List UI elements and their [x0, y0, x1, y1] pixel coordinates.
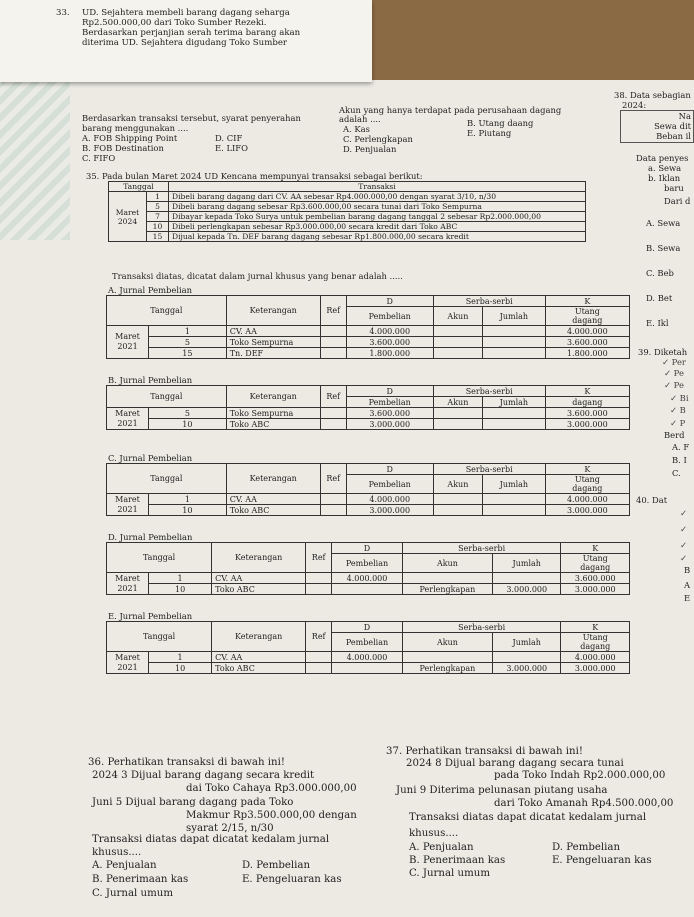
h-desc: Keterangan	[212, 622, 306, 652]
desc: Tn. DEF	[226, 348, 320, 359]
q36-option-c[interactable]: C. Jurnal umum	[92, 888, 173, 899]
h-date: Tanggal	[107, 296, 227, 326]
h-purch: Pembelian	[346, 307, 433, 326]
ref	[306, 584, 332, 595]
h-k: K	[545, 296, 629, 307]
row-day: 1	[147, 192, 169, 202]
akun	[433, 505, 482, 516]
jumlah-value: 3.000.000	[493, 584, 561, 595]
q38-baru: baru	[664, 183, 684, 193]
month-cell: Maret 2021	[107, 408, 149, 430]
q36-line-3: Juni 5 Dijual barang dagang pada Toko	[92, 797, 294, 808]
h-utang: dagang	[545, 397, 629, 408]
q38-row-sewa: Sewa dit	[654, 121, 691, 131]
q34-line-2: adalah ....	[339, 114, 381, 124]
top-line-3: Berdasarkan perjanjian serah terima barang akan	[82, 28, 301, 38]
journal-c-label[interactable]: C. Jurnal Pembelian	[108, 453, 193, 463]
ref	[320, 337, 346, 348]
utang-value: 4.000.000	[561, 652, 630, 663]
purch-value: 3.600.000	[346, 337, 433, 348]
journal-a-table	[106, 295, 630, 359]
month-year-cell	[109, 192, 147, 242]
q38-option-d[interactable]: D. Bet	[646, 293, 673, 303]
q34-option-e[interactable]: E. Piutang	[467, 128, 512, 138]
q39-berd: Berd	[664, 430, 685, 440]
q40-option-e[interactable]: E	[684, 593, 691, 603]
jumlah	[483, 326, 546, 337]
q33-option-b[interactable]: B. FOB Destination	[82, 143, 164, 153]
h-akun: Akun	[433, 307, 482, 326]
akun	[433, 326, 482, 337]
day: 15	[149, 348, 227, 359]
utang-value: 3.000.000	[545, 419, 629, 430]
day: 5	[149, 337, 227, 348]
q36-option-e[interactable]: E. Pengeluaran kas	[242, 874, 342, 885]
h-desc: Keterangan	[226, 386, 320, 408]
h-akun: Akun	[402, 633, 492, 652]
h-serba: Serba-serbi	[433, 386, 545, 397]
q33-line-1: Berdasarkan transaksi tersebut, syarat penyerahan	[82, 113, 301, 123]
q33-line-2: barang menggunakan ....	[82, 123, 189, 133]
row-text: Dibeli perlengkapan sebesar Rp3.000.000,00 secara kredit dari Toko ABC	[169, 222, 586, 232]
desc: Toko ABC	[226, 419, 320, 430]
q38-option-b[interactable]: B. Sewa	[646, 243, 681, 253]
h-desc: Keterangan	[226, 296, 320, 326]
q39-check-1: ✓ Per	[662, 357, 686, 367]
h-purch: Pembelian	[332, 633, 403, 652]
previous-page-sheet	[0, 0, 372, 82]
utang-value: 4.000.000	[545, 494, 629, 505]
q39-option-b[interactable]: B. I	[672, 455, 687, 465]
journal-b-table	[106, 385, 630, 430]
top-line-1: UD. Sejahtera membeli barang dagang seharga	[82, 8, 290, 18]
q39-title: 39. Diketah	[638, 347, 688, 357]
journal-e-label[interactable]: E. Jurnal Pembelian	[108, 611, 193, 621]
purch-value: 3.600.000	[346, 408, 433, 419]
jumlah-value: 3.000.000	[493, 663, 561, 674]
top-line-2: Rp2.500.000,00 dari Toko Sumber Rezeki.	[82, 18, 267, 28]
q40-title: 40. Dat	[636, 495, 668, 505]
ref	[320, 408, 346, 419]
journal-d-table	[106, 542, 630, 595]
utang-value: 3.000.000	[545, 505, 629, 516]
row-day: 10	[147, 222, 169, 232]
q39-check-4: ✓ Bi	[670, 393, 689, 403]
q33-option-d[interactable]: D. CIF	[215, 133, 243, 143]
purch-value	[332, 663, 403, 674]
purch-value: 4.000.000	[346, 326, 433, 337]
row-day: 15	[147, 232, 169, 242]
h-ref: Ref	[320, 296, 346, 326]
h-date: Tanggal	[107, 464, 227, 494]
h-k: K	[545, 464, 629, 475]
akun	[433, 494, 482, 505]
purch-value: 4.000.000	[332, 573, 403, 584]
q34-line-1: Akun yang hanya terdapat pada perusahaan dagang	[339, 105, 562, 115]
q38-col-na: Na	[678, 111, 691, 121]
h-k: K	[561, 543, 630, 554]
q38-year: 2024:	[622, 100, 647, 110]
q37-option-e[interactable]: E. Pengeluaran kas	[552, 855, 652, 866]
jumlah	[483, 337, 546, 348]
h-utang: Utang dagang	[561, 554, 630, 573]
h-jumlah: Jumlah	[483, 397, 546, 408]
h-akun: Akun	[433, 475, 482, 494]
jumlah	[483, 505, 546, 516]
jumlah	[493, 652, 561, 663]
q33-option-e[interactable]: E. LIFO	[215, 143, 248, 153]
h-serba: Serba-serbi	[402, 622, 561, 633]
col-transaction: Transaksi	[169, 182, 586, 192]
q38-data: Data penyes	[636, 153, 689, 163]
utang-value: 1.800.000	[545, 348, 629, 359]
journal-a-label[interactable]: A. Jurnal Pembelian	[108, 285, 193, 295]
q37-option-d[interactable]: D. Pembelian	[552, 842, 621, 853]
q36-line-6: Transaksi diatas dapat dicatat kedalam jurnal	[92, 834, 330, 845]
desc: CV. AA	[212, 573, 306, 584]
row-text: Dibayar kepada Toko Surya untuk pembelian barang dagang tanggal 2 sebesar Rp2.000.000,00	[169, 212, 586, 222]
desc: CV. AA	[212, 652, 306, 663]
h-jumlah: Jumlah	[493, 554, 561, 573]
q37-option-c[interactable]: C. Jurnal umum	[409, 868, 490, 879]
q39-check-3: ✓ Pe	[664, 380, 684, 390]
q36-line-2: dai Toko Cahaya Rp3.000.000,00	[186, 783, 357, 794]
utang-value: 3.600.000	[545, 408, 629, 419]
q35-transaction-table	[108, 181, 586, 242]
q40-option-a[interactable]: A	[684, 580, 691, 590]
h-jumlah: Jumlah	[493, 633, 561, 652]
q36-option-a[interactable]: A. Penjualan	[92, 860, 157, 871]
q33-option-c[interactable]: C. FIFO	[82, 153, 116, 163]
q38-option-e[interactable]: E. Ikl	[646, 318, 669, 328]
purch-value: 4.000.000	[332, 652, 403, 663]
question-number: 33.	[56, 8, 70, 18]
h-k: K	[561, 622, 630, 633]
q36-option-d[interactable]: D. Pembelian	[242, 860, 311, 871]
h-date: Tanggal	[107, 543, 212, 573]
q37-option-b[interactable]: B. Penerimaan kas	[409, 855, 506, 866]
day: 1	[149, 326, 227, 337]
q37-line-5: Transaksi diatas dapat dicatat kedalam jurnal	[409, 812, 647, 823]
day: 10	[149, 584, 212, 595]
q34-option-c[interactable]: C. Perlengkapan	[343, 134, 413, 144]
day: 10	[149, 663, 212, 674]
desc: CV. AA	[226, 494, 320, 505]
day: 1	[149, 573, 212, 584]
desc: Toko ABC	[212, 584, 306, 595]
akun-value: Perlengkapan	[402, 584, 492, 595]
journal-d-label[interactable]: D. Jurnal Pembelian	[108, 532, 193, 542]
desc: Toko Sempurna	[226, 408, 320, 419]
q37-line-1: 2024 8 Dijual barang dagang secara tunai	[406, 758, 624, 769]
h-date: Tanggal	[107, 622, 212, 652]
h-d: D	[332, 622, 403, 633]
row-text: Dijual kepada Tn. DEF barang dagang sebesar Rp1.800.000,00 secara kredit	[169, 232, 586, 242]
utang-value: 3.600.000	[545, 337, 629, 348]
row-day: 5	[147, 202, 169, 212]
h-serba: Serba-serbi	[433, 464, 545, 475]
q34-option-a[interactable]: A. Kas	[343, 124, 370, 134]
q38-table	[620, 110, 694, 143]
ref	[306, 663, 332, 674]
utang-value: 3.600.000	[561, 573, 630, 584]
ref	[320, 419, 346, 430]
q36-line-7: khusus....	[92, 847, 142, 858]
desc: Toko Sempurna	[226, 337, 320, 348]
col-date: Tanggal	[109, 182, 169, 192]
q40-option-b[interactable]: B	[684, 565, 691, 575]
q34-option-b[interactable]: B. Utang daang	[467, 118, 534, 128]
row-text: Dibeli barang dagang dari CV. AA sebesar Rp4.000.000,00 dengan syarat 3/10, n/30	[169, 192, 586, 202]
day: 10	[149, 419, 227, 430]
ref	[320, 326, 346, 337]
jumlah	[483, 408, 546, 419]
h-jumlah: Jumlah	[483, 475, 546, 494]
purch-value: 1.800.000	[346, 348, 433, 359]
h-utang: Utang dagang	[545, 475, 629, 494]
month-cell: Maret 2021	[107, 494, 149, 516]
purch-value	[332, 584, 403, 595]
h-desc: Keterangan	[212, 543, 306, 573]
q37-line-2: pada Toko Indah Rp2.000.000,00	[494, 770, 666, 781]
journal-c-table	[106, 463, 630, 516]
q38-option-a[interactable]: A. Sewa	[646, 218, 681, 228]
q38-option-c[interactable]: C. Beb	[646, 268, 674, 278]
h-akun: Akun	[402, 554, 492, 573]
utang-value: 3.000.000	[561, 584, 630, 595]
h-serba: Serba-serbi	[402, 543, 561, 554]
q39-check-2: ✓ Pe	[664, 368, 684, 378]
q37-line-3: Juni 9 Diterima pelunasan piutang usaha	[396, 785, 608, 796]
h-utang: Utang dagang	[545, 307, 629, 326]
desc: CV. AA	[226, 326, 320, 337]
h-d: D	[346, 386, 433, 397]
h-desc: Keterangan	[226, 464, 320, 494]
purch-value: 3.000.000	[346, 419, 433, 430]
q35-question: Transaksi diatas, dicatat dalam jurnal khusus yang benar adalah .....	[112, 271, 403, 281]
h-d: D	[346, 296, 433, 307]
journal-e-table	[106, 621, 630, 674]
day: 5	[149, 408, 227, 419]
month: Maret	[115, 207, 140, 217]
akun	[402, 652, 492, 663]
q38-dari: Dari d	[664, 196, 691, 206]
ref	[320, 494, 346, 505]
purch-value: 4.000.000	[346, 494, 433, 505]
h-d: D	[332, 543, 403, 554]
day: 1	[149, 652, 212, 663]
akun	[433, 408, 482, 419]
q40-check-4: ✓	[680, 553, 688, 563]
q36-line-4: Makmur Rp3.500.000,00 dengan	[186, 810, 357, 821]
q39-option-a[interactable]: A. F	[672, 442, 690, 452]
akun	[402, 573, 492, 584]
akun	[433, 337, 482, 348]
akun	[433, 419, 482, 430]
year: 2024	[117, 216, 138, 226]
month-cell: Maret 2021	[107, 652, 149, 674]
jumlah	[483, 494, 546, 505]
h-utang: Utang dagang	[561, 633, 630, 652]
h-purch: Pembelian	[346, 475, 433, 494]
q40-check-1: ✓	[680, 508, 688, 518]
q37-title: 37. Perhatikan transaksi di bawah ini!	[386, 746, 583, 757]
jumlah	[483, 348, 546, 359]
h-ref: Ref	[306, 622, 332, 652]
h-ref: Ref	[306, 543, 332, 573]
purch-value: 3.000.000	[346, 505, 433, 516]
q36-line-5: syarat 2/15, n/30	[186, 823, 274, 834]
q37-line-4: dari Toko Amanah Rp4.500.000,00	[494, 798, 674, 809]
utang-value: 4.000.000	[545, 326, 629, 337]
q36-option-b[interactable]: B. Penerimaan kas	[92, 874, 189, 885]
q38-b-iklan: b. Iklan	[648, 173, 681, 183]
jumlah	[493, 573, 561, 584]
q34-option-d[interactable]: D. Penjualan	[343, 144, 397, 154]
utang-value: 3.000.000	[561, 663, 630, 674]
q35-intro: 35. Pada bulan Maret 2024 UD Kencana mempunyai transaksi sebagai berikut:	[86, 171, 423, 181]
day: 10	[149, 505, 227, 516]
h-purch: Pembelian	[346, 397, 433, 408]
h-ref: Ref	[320, 386, 346, 408]
q40-check-2: ✓	[680, 524, 688, 534]
q36-title: 36. Perhatikan transaksi di bawah ini!	[88, 757, 285, 768]
h-date: Tanggal	[107, 386, 227, 408]
journal-b-label[interactable]: B. Jurnal Pembelian	[108, 375, 193, 385]
h-serba: Serba-serbi	[433, 296, 545, 307]
q33-option-a[interactable]: A. FOB Shipping Point	[82, 133, 178, 143]
q37-line-6: khusus....	[409, 828, 459, 839]
akun-value: Perlengkapan	[402, 663, 492, 674]
q39-check-6: ✓ P	[670, 418, 686, 428]
h-akun: Akun	[433, 397, 482, 408]
desc: Toko ABC	[212, 663, 306, 674]
h-d: D	[346, 464, 433, 475]
day: 1	[149, 494, 227, 505]
paper-edge-decoration	[0, 80, 70, 240]
jumlah	[483, 419, 546, 430]
ref	[306, 573, 332, 584]
month-cell: Maret 2021	[107, 573, 149, 595]
h-jumlah: Jumlah	[483, 307, 546, 326]
q39-check-5: ✓ B	[670, 405, 686, 415]
q38-row-beban: Beban il	[656, 131, 691, 141]
ref	[320, 505, 346, 516]
q39-option-c[interactable]: C.	[672, 468, 681, 478]
h-ref: Ref	[320, 464, 346, 494]
ref	[320, 348, 346, 359]
h-k: K	[545, 386, 629, 397]
q40-check-3: ✓	[680, 540, 688, 550]
desc: Toko ABC	[226, 505, 320, 516]
h-purch: Pembelian	[332, 554, 403, 573]
q38-title: 38. Data sebagian	[614, 90, 691, 100]
q36-line-1: 2024 3 Dijual barang dagang secara kredit	[92, 770, 315, 781]
ref	[306, 652, 332, 663]
row-text: Dibeli barang dagang sebesar Rp3.600.000,00 secara tunai dari Toko Sempurna	[169, 202, 586, 212]
akun	[433, 348, 482, 359]
top-line-4: diterima UD. Sejahtera digudang Toko Sumber	[82, 38, 288, 48]
q37-option-a[interactable]: A. Penjualan	[409, 842, 474, 853]
row-day: 7	[147, 212, 169, 222]
q38-a-sewa: a. Sewa	[648, 163, 682, 173]
month-cell: Maret 2021	[107, 326, 149, 359]
